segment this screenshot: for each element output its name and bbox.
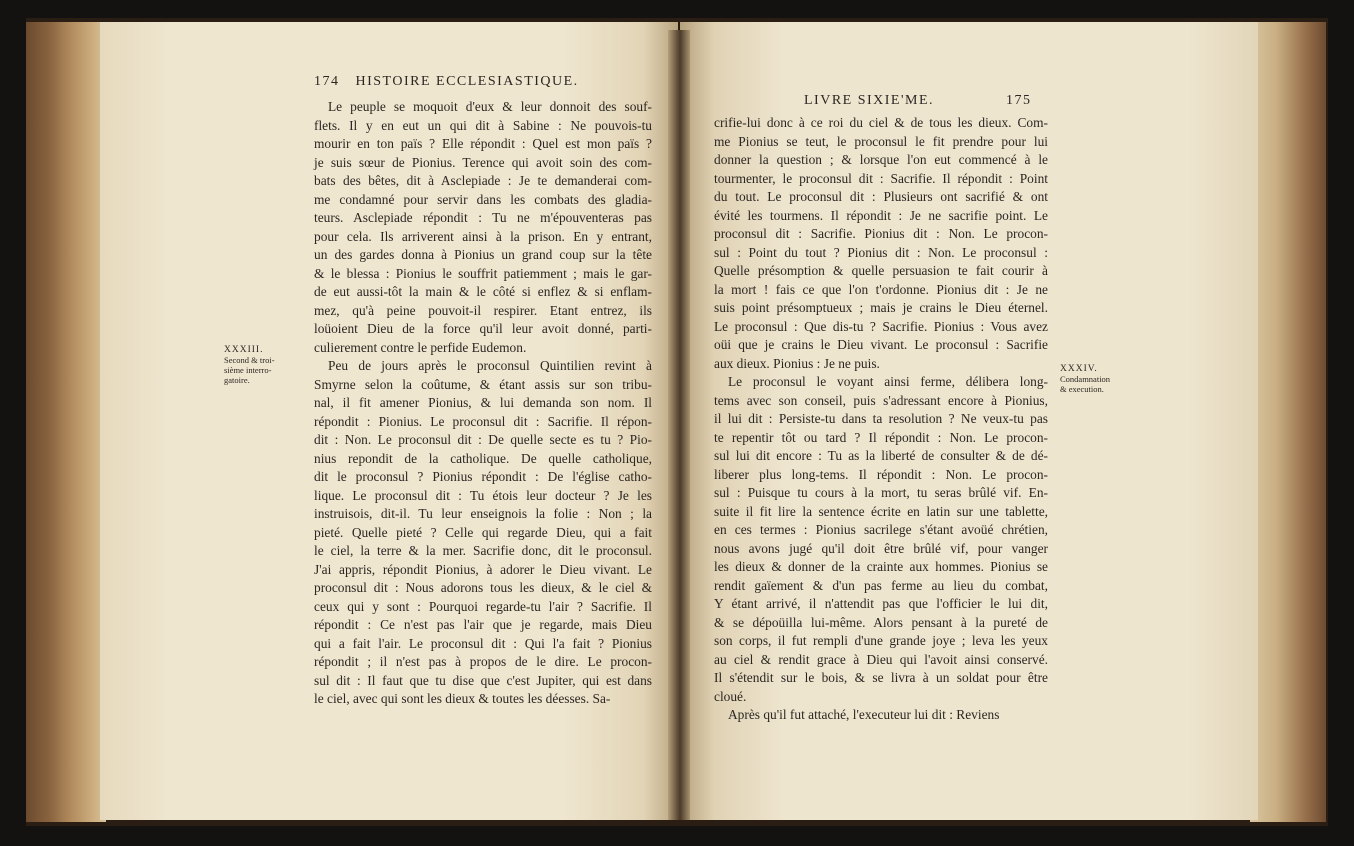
- text-line: du tout. Le proconsul dit : Plusieurs ont sacrifié & ont: [714, 189, 1048, 204]
- text-line: loüoient Dieu de la force qu'il leur avoit donné, parti-: [314, 321, 652, 336]
- text-line: nius repondit de la catholique. De quelle catholique,: [314, 450, 652, 466]
- text-line: me condamné pour servir dans les combats des gladia-: [314, 191, 652, 207]
- text-line: répondit : Ce n'est pas l'air que je regarde, mais Dieu: [314, 617, 652, 632]
- right-head-title: LIVRE SIXIE'ME.: [804, 93, 935, 108]
- text-line: donner la question ; & lorsque l'on eut commencé à le: [714, 152, 1048, 167]
- book-gutter: [668, 30, 690, 820]
- text-line: instruisois, dit-il. Tu leur enseignois la folie : Non ; la: [314, 506, 652, 521]
- text-line: Le proconsul : Que dis-tu ? Sacrifie. Pionius : Vous avez: [714, 318, 1048, 334]
- text-line: me Pionius se teut, le proconsul le fit prendre pour lui: [714, 133, 1048, 149]
- text-line: Quelle présomption & quelle persuasion te fait courir à: [714, 263, 1048, 278]
- text-line: répondit ; il n'est pas à propos de le dire. Le procon-: [314, 654, 652, 669]
- left-margin-line: sième interro-: [224, 365, 272, 375]
- text-line: en ces termes : Pionius sacrilege s'étant avoüé chrétien,: [714, 522, 1048, 537]
- text-line: ceux qui y sont : Pourquoi regarde-tu l'air ? Sacrifie. Il: [314, 598, 652, 614]
- text-line: liberer plus long-tems. Il répondit : Non. Le procon-: [714, 466, 1048, 482]
- text-line: les dieux & donner de la crainte aux hommes. Pionius se: [714, 559, 1048, 574]
- text-line: & se dépoüilla lui-même. Alors pensant à la pureté de: [714, 614, 1048, 630]
- left-page-edges: [26, 22, 106, 822]
- text-line: mourir en ton païs ? Elle répondit : Quel est mon païs ?: [314, 136, 652, 151]
- left-head-title: HISTOIRE ECCLESIASTIQUE.: [355, 74, 579, 89]
- text-line: de eut aussi-tôt la main & le côté si enflez & si enflam-: [314, 284, 652, 299]
- text-line: un des gardes donna à Pionius un grand coup sur la tête: [314, 247, 652, 262]
- text-line: nous avons jugé qu'il doit être brûlé vif, pour vanger: [714, 540, 1048, 556]
- text-line: proconsul dit : Sacrifie. Pionius dit : Non. Le procon-: [714, 226, 1048, 241]
- right-page-edges: [1250, 22, 1326, 822]
- text-line: suis point présomptueux ; mais je crains le Dieu éternel.: [714, 300, 1048, 315]
- text-line: le ciel, la terre & la mer. Sacrifie donc, dit le proconsul.: [314, 543, 652, 558]
- text-line: te repentir tôt ou tard ? Il répondit : Non. Le procon-: [714, 429, 1048, 445]
- right-page-number: 175: [1006, 93, 1032, 108]
- text-line: crifie-lui donc à ce roi du ciel & de tous les dieux. Com-: [714, 115, 1048, 130]
- text-line: Après qu'il fut attaché, l'executeur lui dit : Reviens: [728, 707, 1000, 722]
- text-line: & le blessa : Pionius le souffrit patiemment ; mais le gar-: [314, 265, 652, 281]
- text-line: Smyrne selon la coûtume, & étant assis sur son tribu-: [314, 376, 652, 392]
- text-line: sul : Puisque tu cours à la mort, tu seras brûlé vif. En-: [714, 485, 1048, 500]
- text-line: répondit : Pionius. Le proconsul dit : Sacrifie. Il répon-: [314, 413, 652, 429]
- text-line: proconsul dit : Nous adorons tous les dieux, & le ciel &: [314, 580, 652, 595]
- text-line: aux dieux. Pionius : Je ne puis.: [714, 355, 880, 371]
- text-line: sul dit : Il faut que tu dise que c'est Jupiter, qui est dans: [314, 672, 652, 688]
- text-line: son corps, il fut rempli d'une grande joye ; leva les yeux: [714, 633, 1048, 648]
- text-line: le ciel, avec qui sont les dieux & toutes les déesses. Sa-: [314, 691, 611, 706]
- text-line: Y étant arrivé, il n'attendit pas que l'officier le lui dit,: [714, 596, 1048, 611]
- right-margin-note: [1060, 364, 1132, 394]
- text-line: Le proconsul le voyant ainsi ferme, délibera long-: [728, 374, 1048, 389]
- text-line: sul : Point du tout ? Pionius dit : Non. Le proconsul :: [714, 244, 1048, 260]
- left-margin-line: gatoire.: [224, 375, 250, 385]
- text-line: cloué.: [714, 688, 747, 704]
- text-line: bats des bêtes, dit à Asclepiade : Je te demanderai com-: [314, 173, 652, 188]
- text-line: Il s'étendit sur le bois, & se livra à un soldat pour être: [714, 670, 1048, 685]
- text-line: Le peuple se moquoit d'eux & leur donnoit des souf-: [328, 99, 652, 114]
- right-body-text: [714, 114, 1048, 725]
- text-line: rendit gaïement & d'un pas ferme au lieu du combat,: [714, 577, 1048, 593]
- right-margin-line: & execution.: [1060, 384, 1104, 394]
- text-line: évité les tourmens. Il répondit : Je ne sacrifie point. Le: [714, 207, 1048, 223]
- text-line: il lui dit : Persiste-tu dans ta resolution ? Ne veux-tu pas: [714, 411, 1048, 426]
- text-line: tems avec son conseil, puis s'adressant encore à Pionius,: [714, 392, 1048, 408]
- left-margin-note: [224, 345, 304, 385]
- text-line: pour cela. Ils arriverent ainsi à la prison. En y entrant,: [314, 228, 652, 244]
- right-margin-line: Condamnation: [1060, 374, 1111, 384]
- text-line: oüi que je crains le Dieu vivant. Le proconsul : Sacrifie: [714, 337, 1048, 352]
- left-body-text: [314, 98, 652, 709]
- text-line: dit le proconsul ? Pionius répondit : De l'église catho-: [314, 469, 652, 484]
- left-margin-roman: XXXIII.: [224, 345, 264, 355]
- text-line: au ciel & rendit grace à Dieu qui l'avoit ainsi conservé.: [714, 651, 1048, 667]
- left-margin-line: Second & troi-: [224, 355, 275, 365]
- text-line: culierement contre le perfide Eudemon.: [314, 339, 527, 355]
- right-running-head: [804, 93, 1032, 109]
- text-line: lique. Le proconsul dit : Tu étois leur docteur ? Je les: [314, 487, 652, 503]
- left-page-number: 174: [314, 74, 340, 89]
- text-line: la mort ! fais ce que l'on t'ordonne. Pionius dit : Je ne: [714, 281, 1048, 297]
- text-line: J'ai appris, répondit Pionius, à adorer le Dieu vivant. Le: [314, 561, 652, 577]
- text-line: nal, il fit amener Pionius, & lui demanda son nom. Il: [314, 395, 652, 410]
- text-line: dit : Non. Le proconsul dit : De quelle secte es tu ? Pio-: [314, 432, 652, 447]
- text-line: sul lui dit encore : Tu as la liberté de consulter & de dé-: [714, 448, 1048, 463]
- text-line: teurs. Asclepiade répondit : Tu ne m'épouventeras pas: [314, 210, 652, 225]
- right-margin-roman: XXXIV.: [1060, 364, 1098, 374]
- text-line: je suis sœur de Pionius. Terence qui avoit soin des com-: [314, 154, 652, 170]
- text-line: mez, qu'à peine pouvoit-il respirer. Etant entrez, ils: [314, 302, 652, 318]
- text-line: tourmenter, le proconsul dit : Sacrifie. Il répondit : Point: [714, 170, 1048, 186]
- text-line: flets. Il y en eut un qui dit à Sabine : Ne pouvois-tu: [314, 117, 652, 133]
- text-line: suite il fit lire la sentence écrite en latin sur une tablette,: [714, 503, 1048, 519]
- left-running-head: [314, 74, 579, 90]
- text-line: qui a fait l'air. Le proconsul dit : Qui l'a fait ? Pionius: [314, 635, 652, 651]
- text-line: Peu de jours après le proconsul Quintilien revint à: [328, 358, 652, 373]
- text-line: pieté. Quelle pieté ? Celle qui regarde Dieu, qui a fait: [314, 524, 652, 540]
